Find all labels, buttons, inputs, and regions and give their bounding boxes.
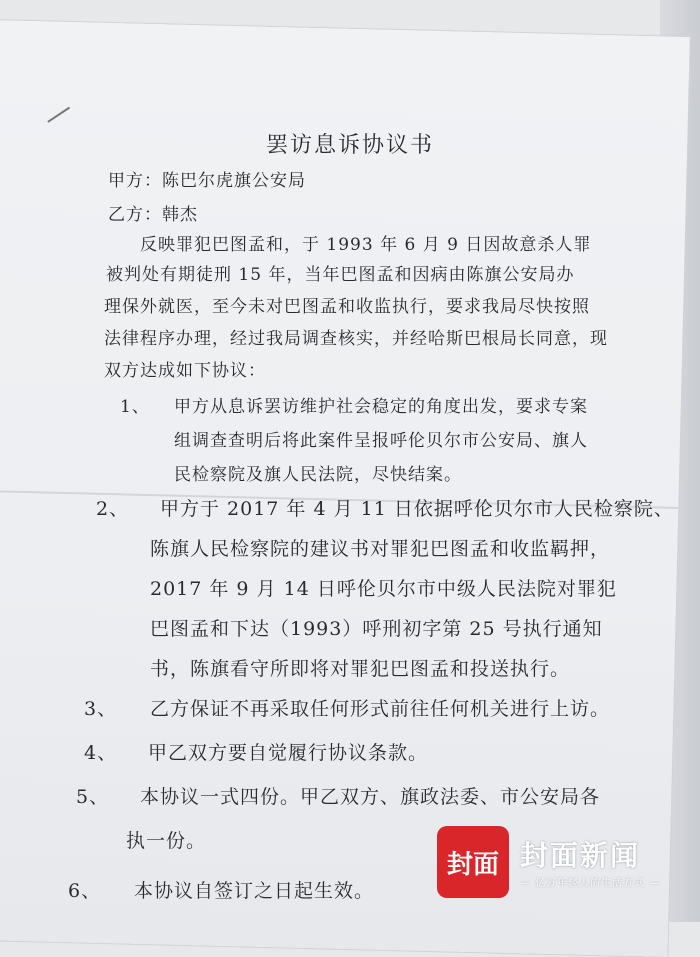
intro-line: 法律程序办理，经过我局调查核实，并经哈斯巴根局长同意，现 (104, 329, 608, 349)
item-line: 甲乙双方要自觉履行协议条款。 (148, 742, 429, 764)
item-line: 巴图孟和下达（1993）呼刑初字第 25 号执行通知 (150, 618, 603, 640)
item-line: 民检察院及旗人民法院，尽快结案。 (174, 465, 462, 485)
intro-line: 双方达成如下协议： (104, 361, 266, 381)
item-number: 1、 (120, 397, 150, 417)
intro-line: 理保外就医，至今未对巴图孟和收监执行，要求我局尽快按照 (104, 297, 590, 317)
document-paper (0, 20, 690, 957)
item-line: 甲方从息诉罢访维护社会稳定的角度出发，要求专案 (174, 397, 588, 417)
watermark-logo-mark: 封面 (437, 826, 509, 898)
item-line: 执一份。 (126, 830, 207, 852)
item-line: 2017 年 9 月 14 日呼伦贝尔市中级人民法院对罪犯 (150, 578, 617, 600)
party-a: 甲方：陈巴尔虎旗公安局 (108, 171, 306, 191)
item-line: 乙方保证不再采取任何形式前往任何机关进行上访。 (150, 698, 611, 720)
item-line: 书，陈旗看守所即将对罪犯巴图孟和投送执行。 (150, 658, 571, 680)
item-line: 本协议自签订之日起生效。 (134, 880, 375, 902)
item-number: 5、 (76, 786, 110, 808)
staple-mark (47, 107, 70, 123)
item-line: 甲方于 2017 年 4 月 11 日依据呼伦贝尔市人民检察院、 (160, 498, 674, 520)
intro-line: 反映罪犯巴图孟和，于 1993 年 6 月 9 日因故意杀人罪 (140, 235, 592, 255)
item-number: 2、 (96, 498, 130, 520)
item-number: 4、 (84, 742, 118, 764)
document-title: 罢访息诉协议书 (265, 133, 434, 158)
item-line: 本协议一式四份。甲乙双方、旗政法委、市公安局各 (140, 786, 601, 808)
watermark-logo-name: 封面新闻 (520, 839, 641, 872)
party-b: 乙方：韩杰 (108, 205, 198, 225)
watermark-tagline: — 亿万年轻人的生活方式 — (520, 878, 661, 889)
intro-line: 被判处有期徒刑 15 年，当年巴图孟和因病由陈旗公安局办 (106, 265, 575, 285)
item-line: 陈旗人民检察院的建议书对罪犯巴图孟和收监羁押， (150, 538, 611, 560)
item-number: 3、 (84, 698, 118, 720)
item-line: 组调查查明后将此案件呈报呼伦贝尔市公安局、旗人 (174, 431, 588, 451)
item-number: 6、 (68, 880, 102, 902)
